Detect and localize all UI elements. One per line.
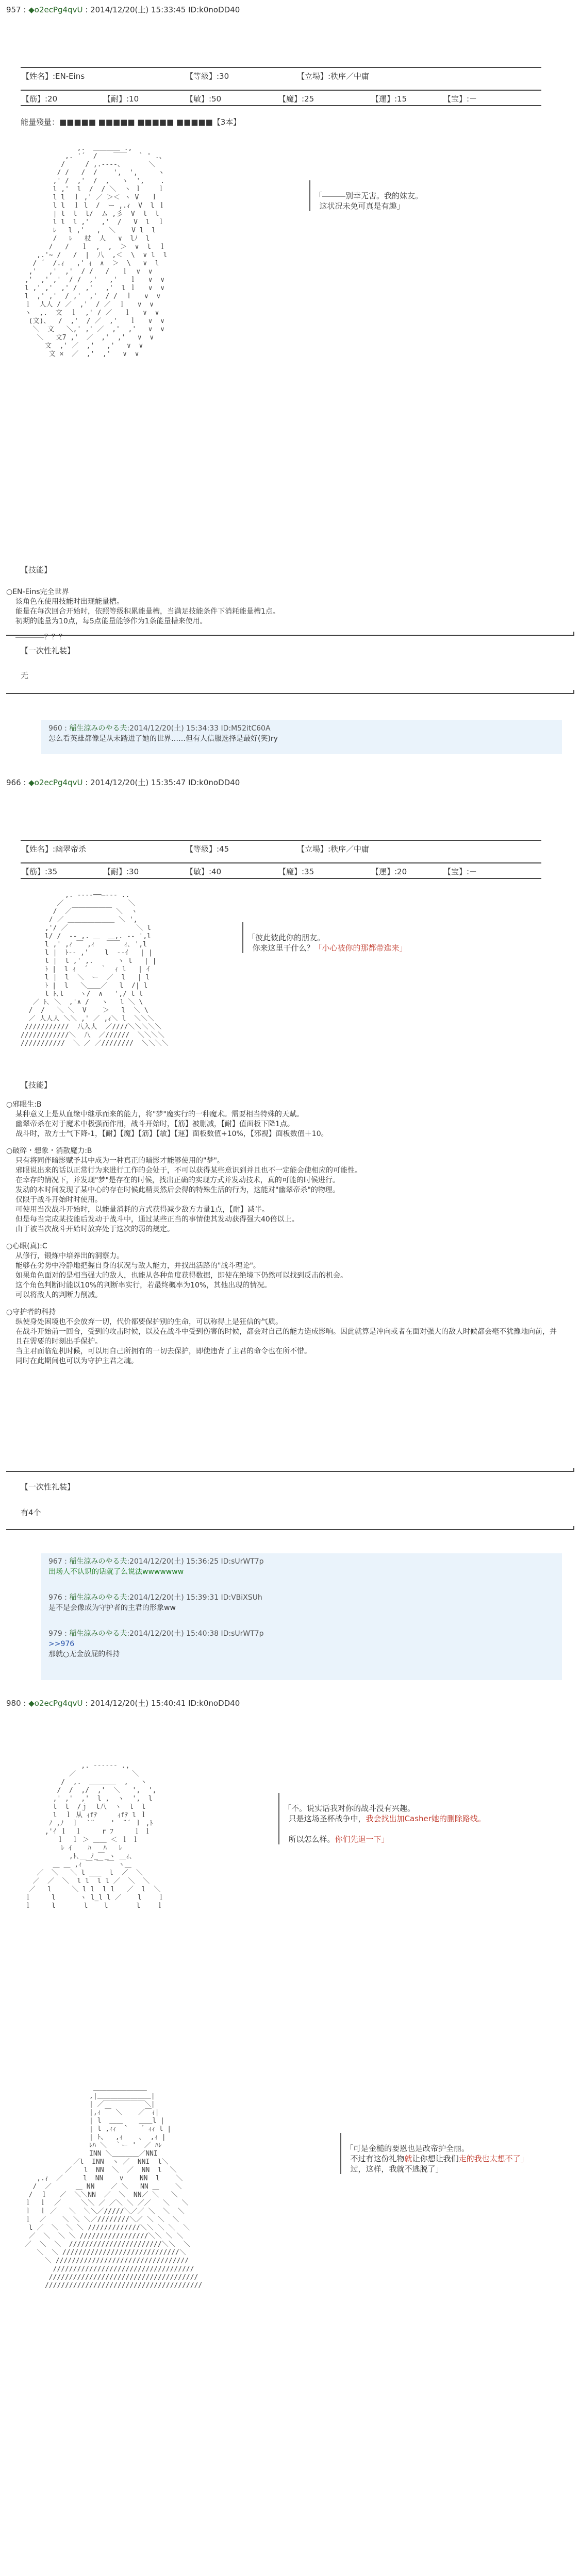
stat-row-1 bbox=[21, 840, 541, 855]
speech-line: 让你想让我们 bbox=[412, 2154, 459, 2163]
reply-number[interactable]: 967 : bbox=[48, 1557, 70, 1566]
reply-name: 稲生涼みのやる夫 bbox=[69, 1557, 127, 1566]
stat-luck: 【運】:20 bbox=[371, 867, 407, 876]
speech-line: 所以怎么样。 bbox=[284, 1835, 335, 1844]
reply-group-966 bbox=[41, 1553, 562, 1680]
limited-body: 无 bbox=[21, 671, 29, 680]
skills-title: 【技能】 bbox=[21, 1080, 52, 1090]
skill-name: ○破碎・想象・消散魔力:B bbox=[6, 1147, 92, 1155]
ascii-art-eins: ,. ＿＿＿＿ ., ,. '´ / ￣￣ ` ' .、 / / ,.----、 ＼ / / / / ', ', ヽ ,' / ,' / , ヽ ', . l ,' l / / ＼ ヽ ｌ ｌ l l ｌ ,' ／ ＞＜ ヽ V ｌ l l ｌ l / ー ,.ｨ V l ｌ | l l l/ ム ,彡 V l l l l l ,' ,' / V l ｌ ﾚ l ,' , ＼ V l l / ﾚ 杖 人 ∨ lﾉ l / / ｌ , , ＞ ∨ l ｌ ,.'~ / / | 八 ,＜ \ ∨ l l / ´ /.ｨ ,' ｨ ∧ ＞ \ ∨ l ,' ,' ,' / / / ｌ ∨ ∨ ,' ,' ,' / / ,' ,' ｌ ∨ ∨ l ,' ,' ,' / ,' ,' l ｌ ∨ ∨ l ,' ,' / ,' ,' / / ｌ ∨ ∨ ｌ 人人 / ／ ,' / ／ ｌ ∨ ∨ ヽ ,. 文 ｌ ,' / ／ ｌ ∨ ∨ (文)、 / ,' / ／ ,' ｌ ∨ ∨ ＼ 文 ＼,' ,' ／ ,' ,' ∨ ∨ ＼ 文7 ,' ／ ,' ,' ∨ ∨ 文 ,' ／ ,' ,' ∨ ∨ 文 × ／ ,' ,' ∨ ∨ bbox=[24, 144, 168, 358]
skill-line: 在幸存的情况下，并发现"梦"是存在的时候，找出正确的实现方式并发动技术，真的可能的时候进行。 bbox=[15, 1176, 340, 1184]
reply-meta bbox=[48, 1592, 555, 1603]
skill-line: 如果角色面对的是相当强大的敌人，也能从各种角度获得数据，即使在绝境下仍然可以找到反击的机会。 bbox=[15, 1272, 347, 1280]
skill-name: ○EN-Eins完全世界 bbox=[6, 588, 69, 596]
skill-line: 邪眼说出来的话以正常行为来进行工作的会处于，不可以获得某些意识到并且也不一定能会使相应的可能性。 bbox=[15, 1166, 362, 1175]
stat-agi: 【敏】:40 bbox=[186, 867, 222, 876]
skill-line: 同时在此期间也可以为守护主君之魂。 bbox=[15, 1357, 138, 1365]
skill-name: ○守护者的科持 bbox=[6, 1308, 56, 1316]
post-meta: : 2014/12/20(土) 15:33:45 ID:k0noDD40 bbox=[82, 5, 240, 14]
skill-line: 初期的能量为10点，每5点能量能够作为1条能量槽来使用。 bbox=[15, 617, 207, 625]
reply-meta bbox=[48, 723, 555, 734]
poster-trip: ◆o2ecPg4qvU bbox=[28, 5, 83, 14]
stat-end: 【耐】:10 bbox=[103, 94, 139, 104]
speech-line: 「―――别幸无害。我的妹友。 bbox=[314, 191, 423, 200]
speech-line: 「不。说实话我对你的战斗没有兴趣。 bbox=[284, 1804, 416, 1813]
reply-number[interactable]: 960 : bbox=[48, 724, 70, 733]
stat-name: 【姓名】:EN-Eins bbox=[22, 72, 85, 81]
stat-alignment: 【立場】:秩序／中庸 bbox=[297, 72, 370, 81]
ascii-art-character-2: ＿＿＿＿＿＿＿＿ ,|＿＿＿＿＿＿＿＿| | ／￣￣￣￣￣￣＼| |,ｨ ￣ ＼ ／￣ｨ| | l ＿＿ ＿＿l | | l ,ｨｨ ` ´ ｨｨ l | | ﾄ、 ,ｨ ､ ,ｨ | ﾚﾊ ＼ ｀ー ' ／ ﾊﾚ INN ＼＿＿＿＿／NNI ／l INN ヽ ／ NNI l＼ ／ l NN ＼ ／ NN l ＼ ,.ｨ ／ l NN ∨ NN l ＼ / ／ ＿ NN ／ ＼ NN ＿ ＼ / ｌ ／ ＼＼NN ／ ＼ NN／ ＼ ＼ ｌ ｌ ／ ＼＼ ／ ／＼ ＼ ／／ ＼ ＼ ｌ ｌ ／ ＼ ＼＼／/////＼／／ ＼ ＼ ＼ ｌ ／ ＼ ＼ ＼／////////＼／ ＼ ＼ ＼ l ／ ＼ ＼ ＼ /////////////＼＼ ＼ ＼ ＼ ／ ＼ ＼ ＼ /////////////////＼＼ ＼ ＼ ／ ＼ ＼ ///////////////////////＼＼ ＼ ＼ ＼ /////////////////////////////＼ ＼ ///////////////////////////////// /////////////////////////////////// ///////////////////////////////////// /////////////////////////////////////// bbox=[24, 2084, 203, 2290]
skills-eins bbox=[6, 587, 563, 642]
reply-text: 那就○无金放屁的科持 bbox=[48, 1650, 120, 1658]
post-meta: : 2014/12/20(土) 15:40:41 ID:k0noDD40 bbox=[82, 1699, 240, 1708]
skill-line: 该角色在使用技能时出现能量槽。 bbox=[15, 598, 124, 606]
stat-agi: 【敏】:50 bbox=[186, 94, 222, 104]
stat-level: 【等級】:30 bbox=[186, 72, 229, 81]
speech-line: 过，这样，我就不逃脱了」 bbox=[345, 2164, 443, 2174]
speech-line: 不过有这份礼物 bbox=[345, 2154, 405, 2163]
reply-quote-link[interactable]: >>976 bbox=[48, 1640, 75, 1648]
reply-text: 是不是会像成为守护者的主君的形象ww bbox=[48, 1604, 176, 1612]
limited-title: 【一次性礼装】 bbox=[21, 646, 75, 655]
ascii-art-youcui: ,. --‐‐──―‐‐- .. ／ ＼ / ／￣￣￣￣￣￣ ＼ ヽ / ／ ＿＿＿＿＿＿＿ ＼ ', ,'/ ／ ＼ l l/ / ‐‐ ,. ＿ ＿,. ‐‐ ',l l ,' ,ｨ ￣ ,ｨ ￣￣ ｨ､ ',l l | ﾄ-‐ ,' l ‐-ｲ | | l | l ,' ,. ヽ l | | ﾄ | l ｨ ´ ｀ ｨ l | ｲ l | l ＼ ー ／ l | l ﾄ | l ＼＿＿／ l /| l l ﾄ､l ヽ/ ∧ ',/ l l ／ ﾄ､ ＼ ,'∧ / ヽ l ＼ \ / / ＼ ＼ V ＞ l ＼ \ ／ 人人人 ＼＼ ,' ／ ,ｨ＼ l ＼＼＼ /////////// 八入人 ／////＼＼＼＼＼ ////////////＼ 八 ／////// ＼＼＼＼ /////////// ＼ ／ ／//////// ＼＼＼＼ bbox=[21, 891, 169, 1047]
stat-np: 【宝】:－ bbox=[443, 94, 477, 104]
reply-name: 稲生涼みのやる夫 bbox=[69, 1594, 127, 1602]
skill-line: 发动的本时间发现了某中心的存在时候此精灵然后会得的特殊生活的行为，这能对"幽翠帝杀"的物理。 bbox=[15, 1186, 340, 1194]
speech-youcui bbox=[242, 922, 407, 953]
post-966-header bbox=[6, 777, 240, 788]
skill-line: 这个角色判断时能以10%的判断率实行，若最终概率为10%，其他出现的情况。 bbox=[15, 1281, 272, 1290]
speech-line-red: 就 bbox=[404, 2154, 412, 2163]
stat-level: 【等級】:45 bbox=[186, 844, 229, 854]
skill-line: 纵使身处困境也不会放弃一切，代价都要保护别的生命，可以称得上是狂信的气质。 bbox=[15, 1318, 283, 1326]
speech-line: 这状况未免可真是有趣」 bbox=[314, 201, 405, 211]
limited-title: 【一次性礼装】 bbox=[21, 1482, 75, 1492]
speech-line: 「可是金槌的要恩也是改帝护全丽。 bbox=[345, 2144, 470, 2153]
speech-line: 只是这场圣杯战争中， bbox=[284, 1814, 366, 1823]
speech-line-red: 我会找出加Casher她的删除路线。 bbox=[366, 1814, 486, 1823]
post-980-header bbox=[6, 1698, 240, 1708]
stat-name: 【姓名】:幽翠帝杀 bbox=[22, 844, 87, 854]
stat-mag: 【魔】:35 bbox=[278, 867, 314, 876]
stat-row-1 bbox=[21, 67, 541, 82]
post-number[interactable]: 980 : bbox=[6, 1699, 29, 1708]
post-number[interactable]: 957 : bbox=[6, 5, 29, 14]
reply-text: 怎么看英雄都像是从未踏进了她的世界……但有人信服选择是最好(笑)ry bbox=[48, 735, 278, 743]
skill-line: 从修行，锻炼中培养出的洞察力。 bbox=[15, 1252, 124, 1260]
skill-line: 可使用当次战斗开始时，以能量消耗的方式获得减少敌方力量1点，【耐】减半。 bbox=[15, 1206, 269, 1214]
reply-text: 出场人不认识的话就了么说法wwwwwww bbox=[48, 1568, 184, 1576]
stat-np: 【宝】:－ bbox=[443, 867, 477, 876]
skill-line: 在战斗开始前一回合，受到的攻击时候，以及在战斗中受到伤害的时候，都会对自己的能力造成影响。因此就算是冲向或者在面对强大的敌人时候都会毫不犹豫地向前，并且在需要的时刻出手保护。 bbox=[15, 1328, 557, 1346]
stat-end: 【耐】:30 bbox=[103, 867, 139, 876]
skill-line: 能够在劣势中冷静地把握自身的状况与敌人能力，并找出活路的"战斗理论"。 bbox=[15, 1262, 260, 1270]
skill-line: 仅限于战斗开始时时使用。 bbox=[15, 1196, 102, 1204]
speech-line-red: 「小心被你的那都带進来」 bbox=[314, 943, 407, 953]
skill-line: 可以将敌人的判断力削减。 bbox=[15, 1291, 102, 1299]
divider bbox=[6, 693, 573, 694]
stat-row-2 bbox=[21, 862, 541, 879]
limited-body: 有4个 bbox=[21, 1508, 41, 1517]
speech-line: 「彼此彼此你的朋友。 bbox=[247, 933, 325, 942]
skill-line: 某种意义上是从血缘中继承而来的能力，将"梦"魔实行的一种魔术。需要相当特殊的天赋。 bbox=[15, 1110, 304, 1118]
skill-line: 当主君面临危机时候，可以用自己所拥有的一切去保护，即使违背了主君的命令也在所不惜。 bbox=[15, 1347, 311, 1355]
divider bbox=[6, 1529, 573, 1530]
speech-980-1 bbox=[278, 1793, 486, 1844]
skill-line: 但是每当完成某技能后发动于战斗中，通过某些正当的事情使其发动获得强大40倍以上。 bbox=[15, 1215, 299, 1224]
post-number[interactable]: 966 : bbox=[6, 778, 29, 787]
speech-line-red: 走的我也太想不了」 bbox=[458, 2154, 528, 2163]
skill-extra: ――――？？？ bbox=[15, 633, 66, 641]
stat-str: 【筋】:35 bbox=[22, 867, 58, 876]
divider bbox=[6, 635, 573, 636]
poster-trip: ◆o2ecPg4qvU bbox=[28, 1699, 83, 1708]
reply-number[interactable]: 976 : bbox=[48, 1594, 70, 1602]
reply-meta bbox=[48, 1556, 555, 1567]
speech-line-red: 你们先退一下」 bbox=[335, 1835, 389, 1844]
stat-mag: 【魔】:25 bbox=[278, 94, 314, 104]
skill-line: 由于被当次战斗开始时放弃处于这次的弱的规定。 bbox=[15, 1225, 174, 1233]
speech-980-2 bbox=[340, 2133, 528, 2174]
energy-gauge: 能量殘量：■■■■■ ■■■■■ ■■■■■ ■■■■■【3本】 bbox=[21, 117, 241, 127]
speech-line: 你来这里干什么？ bbox=[247, 943, 314, 953]
reply-date: :2014/12/20(土) 15:40:38 ID:sUrWT7p bbox=[127, 1630, 264, 1638]
skill-name: ○邪眼生:B bbox=[6, 1100, 42, 1109]
post-meta: : 2014/12/20(土) 15:35:47 ID:k0noDD40 bbox=[82, 778, 240, 787]
stat-alignment: 【立場】:秩序／中庸 bbox=[297, 844, 370, 854]
speech-eins bbox=[309, 180, 423, 211]
reply-date: :2014/12/20(土) 15:39:31 ID:VBiXSUh bbox=[127, 1594, 262, 1602]
stat-row-2 bbox=[21, 90, 541, 106]
skill-name: ○心眼(真):C bbox=[6, 1242, 47, 1250]
stat-luck: 【運】:15 bbox=[371, 94, 407, 104]
reply-date: :2014/12/20(土) 15:34:33 ID:M52itC60A bbox=[127, 724, 271, 733]
reply-960 bbox=[41, 720, 562, 754]
ascii-art-character-1: ,. -‐‐‐‐- ., ／ ＼ / ,. ＿＿＿＿ , ヽ / / ,/ ,' ＼ ', ', ,' ,' ,' l , ヽ ', l l l /ｊ l八 ヽ l l l ｌ 从 ｨfﾃ ｨfﾃ l ｌ ﾉ ,ﾉ ｌ `¨ ' ¨´ ｌ ,ﾄ ,'ｲ ｌ ｌ r ﾌ ｌ ｌ ｌ ｌ ＞ ＿＿ ＜ ｌ ｌ ﾚ ｲ ﾊ ﾊ ﾚ ,ﾄ､＿ ﾉ_￣_ヽ ＿ｨ､ ＿ ＿ ,ｨ ￣ ￣ ￣ ヽ＿ ／ ＼ ＼ l ___ l ／ ＼ ／ ／ ＼ l l l l ／ ＼ ＼ ／ l ＼ l l l l ／ l ＼ ｌ l ヽ l_l l ／ l ｌ ｌ l l l l ｌ bbox=[24, 1762, 164, 1910]
skills-title: 【技能】 bbox=[21, 565, 52, 574]
reply-meta bbox=[48, 1629, 555, 1639]
post-957-header bbox=[6, 4, 240, 15]
skill-line: 能量在每次回合开始时，依照等级积累能量槽，当满足技能条件下消耗能量槽1点。 bbox=[15, 607, 280, 616]
reply-number[interactable]: 979 : bbox=[48, 1630, 70, 1638]
stat-str: 【筋】:20 bbox=[22, 94, 58, 104]
divider bbox=[6, 1471, 573, 1472]
reply-name: 稲生涼みのやる夫 bbox=[69, 724, 127, 733]
reply-date: :2014/12/20(土) 15:36:25 ID:sUrWT7p bbox=[127, 1557, 264, 1566]
skill-line: 只有将同伴暗影赋予其中成为一种真正的暗影才能够使用的"梦"。 bbox=[15, 1157, 224, 1165]
reply-name: 稲生涼みのやる夫 bbox=[69, 1630, 127, 1638]
skill-line: 幽翠帝杀在对于魔术中极强而作用，战斗开始时，【筋】被删减，【耐】值面板下降1点。 bbox=[15, 1120, 294, 1128]
skill-line: 战斗时，敌方士气下降-1，【耐】【魔】【筋】【敏】【運】面板数值+10%，【邪视】面板数值＋10。 bbox=[15, 1130, 328, 1138]
skills-youcui bbox=[6, 1100, 563, 1366]
poster-trip: ◆o2ecPg4qvU bbox=[28, 778, 83, 787]
